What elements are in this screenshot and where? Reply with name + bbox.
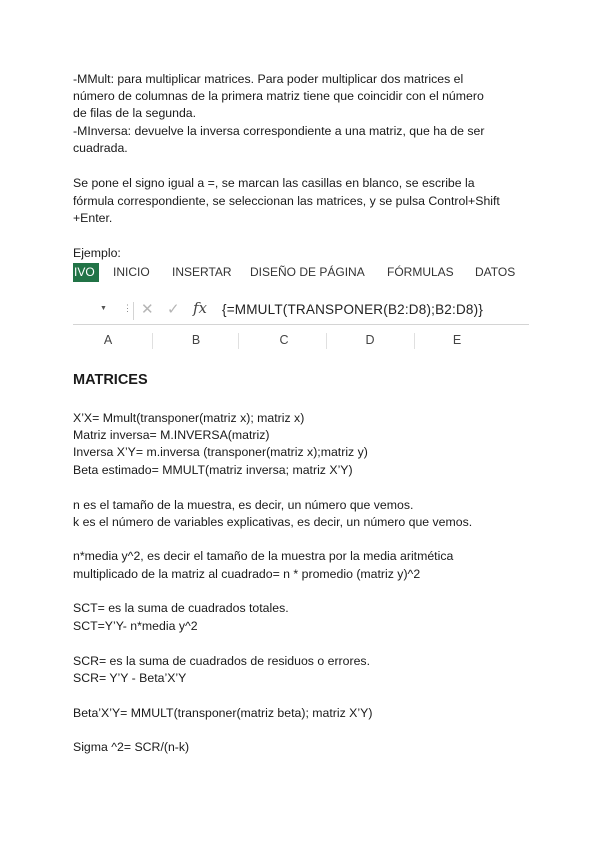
tab-datos[interactable]: DATOS xyxy=(475,265,516,279)
column-header-b[interactable]: B xyxy=(191,333,201,347)
procedure-line-2: fórmula correspondiente, se seleccionan las matrices, y se pulsa Control+Shift xyxy=(73,194,500,208)
minversa-line-2: cuadrada. xyxy=(73,141,128,155)
formula-bar xyxy=(73,298,529,325)
procedure-line-1: Se pone el signo igual a =, se marcan las casillas en blanco, se escribe la xyxy=(73,176,475,190)
chevron-down-icon[interactable]: ▼ xyxy=(100,305,107,312)
scr-definition: SCR= es la suma de cuadrados de residuos o errores. xyxy=(73,654,370,668)
media-line-1: n*media y^2, es decir el tamaño de la muestra por la media aritmética xyxy=(73,549,454,563)
procedure-line-3: +Enter. xyxy=(73,211,113,225)
mmult-line-1: -MMult: para multiplicar matrices. Para poder multiplicar dos matrices el xyxy=(73,72,464,86)
sct-definition: SCT= es la suma de cuadrados totales. xyxy=(73,601,289,615)
formula-beta-estimado: Beta estimado= MMULT(matriz inversa; matriz X’Y) xyxy=(73,463,353,477)
minversa-line-1: -MInversa: devuelve la inversa correspondiente a una matriz, que ha de ser xyxy=(73,124,485,138)
formula-input[interactable]: {=MMULT(TRANSPONER(B2:D8);B2:D8)} xyxy=(222,302,484,317)
formula-bar-divider xyxy=(133,302,134,320)
column-divider xyxy=(152,333,153,349)
column-header-c[interactable]: C xyxy=(279,333,289,347)
beta-formula: Beta’X’Y= MMULT(transponer(matriz beta); matriz X’Y) xyxy=(73,706,373,720)
column-header-e[interactable]: E xyxy=(452,333,462,347)
function-icon[interactable]: fx xyxy=(193,299,208,317)
excel-ribbon xyxy=(73,263,529,283)
formula-inversa-xy: Inversa X’Y= m.inversa (transponer(matriz x);matriz y) xyxy=(73,445,368,459)
column-divider xyxy=(414,333,415,349)
media-line-2: multiplicado de la matriz al cuadrado= n * promedio (matriz y)^2 xyxy=(73,567,421,581)
mmult-line-2: número de columnas de la primera matriz tiene que coincidir con el número xyxy=(73,89,484,103)
formula-matriz-inversa: Matriz inversa= M.INVERSA(matriz) xyxy=(73,428,270,442)
mmult-line-3: de filas de la segunda. xyxy=(73,106,197,120)
cancel-icon[interactable]: ✕ xyxy=(141,301,154,318)
tab-insertar[interactable]: INSERTAR xyxy=(172,265,232,279)
check-icon[interactable]: ✓ xyxy=(167,301,180,318)
tab-inicio[interactable]: INICIO xyxy=(113,265,150,279)
column-divider xyxy=(326,333,327,349)
tab-file[interactable]: IVO xyxy=(73,263,99,282)
column-divider xyxy=(238,333,239,349)
name-box[interactable] xyxy=(73,298,119,323)
sct-formula: SCT=Y’Y- n*media y^2 xyxy=(73,619,198,633)
tab-formulas[interactable]: FÓRMULAS xyxy=(387,265,454,279)
example-label: Ejemplo: xyxy=(73,246,121,260)
column-header-d[interactable]: D xyxy=(365,333,375,347)
column-header-a[interactable]: A xyxy=(103,333,113,347)
resize-handle-icon[interactable]: ⋮ xyxy=(123,303,132,313)
sigma-formula: Sigma ^2= SCR/(n-k) xyxy=(73,740,190,754)
scr-formula: SCR= Y’Y - Beta’X’Y xyxy=(73,671,187,685)
section-title: MATRICES xyxy=(73,372,148,388)
formula-xx: X’X= Mmult(transponer(matriz x); matriz x) xyxy=(73,411,305,425)
column-headers xyxy=(73,330,529,352)
tab-diseno-de-pagina[interactable]: DISEÑO DE PÁGINA xyxy=(250,265,365,279)
definition-n: n es el tamaño de la muestra, es decir, un número que vemos. xyxy=(73,498,414,512)
definition-k: k es el número de variables explicativas, es decir, un número que vemos. xyxy=(73,515,473,529)
